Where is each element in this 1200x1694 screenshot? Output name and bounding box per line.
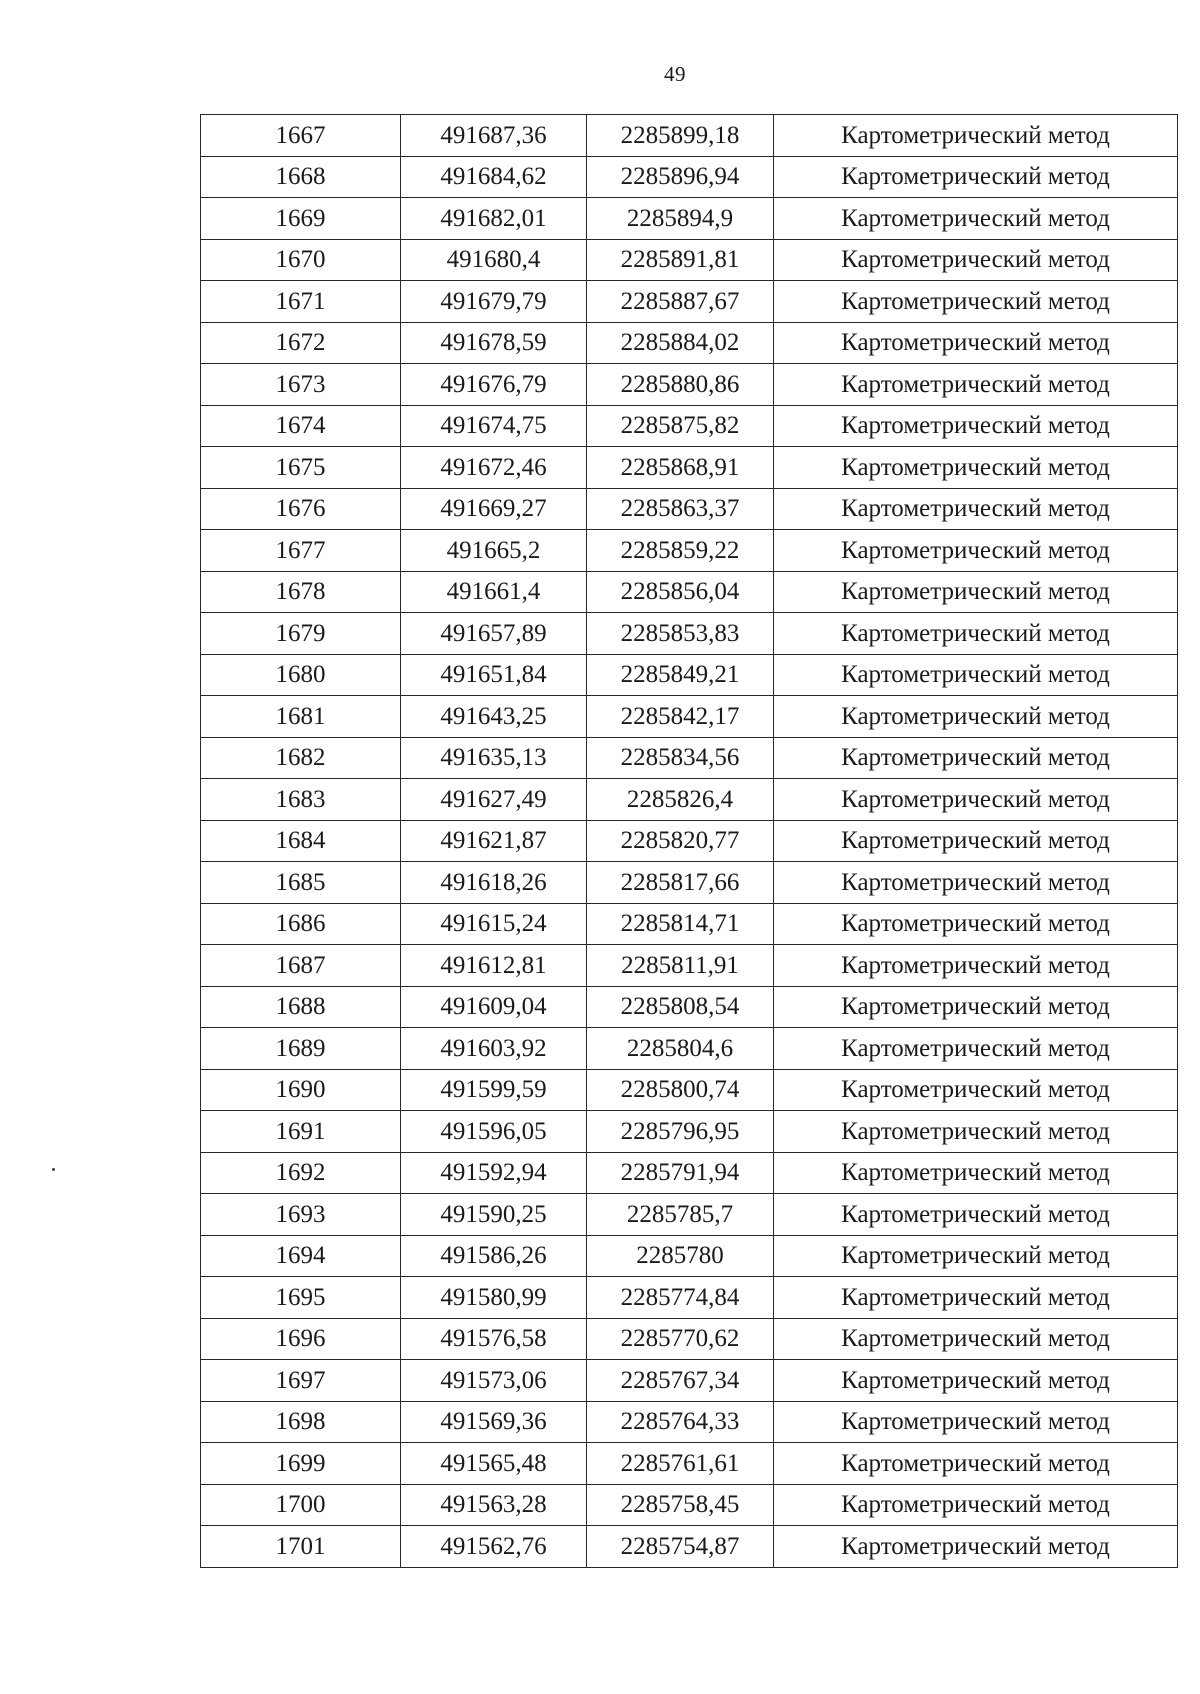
scan-speck: [52, 1168, 55, 1171]
x-coordinate-cell: 491596,05: [401, 1111, 587, 1153]
point-number-cell: 1699: [201, 1443, 401, 1485]
method-cell: Картометрический метод: [774, 281, 1178, 323]
y-coordinate-cell: 2285849,21: [587, 654, 774, 696]
table-row: [201, 156, 1178, 198]
point-number-cell: 1674: [201, 405, 401, 447]
table-row: [201, 281, 1178, 323]
method-cell: Картометрический метод: [774, 1194, 1178, 1236]
x-coordinate-cell: 491586,26: [401, 1235, 587, 1277]
table-row: [201, 1069, 1178, 1111]
point-number-cell: 1696: [201, 1318, 401, 1360]
method-cell: Картометрический метод: [774, 530, 1178, 572]
x-coordinate-cell: 491635,13: [401, 737, 587, 779]
table-row: [201, 1277, 1178, 1319]
point-number-cell: 1691: [201, 1111, 401, 1153]
method-cell: Картометрический метод: [774, 571, 1178, 613]
y-coordinate-cell: 2285770,62: [587, 1318, 774, 1360]
y-coordinate-cell: 2285896,94: [587, 156, 774, 198]
y-coordinate-cell: 2285859,22: [587, 530, 774, 572]
x-coordinate-cell: 491562,76: [401, 1526, 587, 1568]
method-cell: Картометрический метод: [774, 1318, 1178, 1360]
method-cell: Картометрический метод: [774, 1526, 1178, 1568]
y-coordinate-cell: 2285780: [587, 1235, 774, 1277]
page-number: 49: [664, 62, 686, 86]
y-coordinate-cell: 2285817,66: [587, 862, 774, 904]
y-coordinate-cell: 2285785,7: [587, 1194, 774, 1236]
point-number-cell: 1695: [201, 1277, 401, 1319]
y-coordinate-cell: 2285758,45: [587, 1484, 774, 1526]
x-coordinate-cell: 491603,92: [401, 1028, 587, 1070]
y-coordinate-cell: 2285814,71: [587, 903, 774, 945]
point-number-cell: 1697: [201, 1360, 401, 1402]
table-row: [201, 1401, 1178, 1443]
method-cell: Картометрический метод: [774, 779, 1178, 821]
y-coordinate-cell: 2285887,67: [587, 281, 774, 323]
x-coordinate-cell: 491615,24: [401, 903, 587, 945]
method-cell: Картометрический метод: [774, 820, 1178, 862]
point-number-cell: 1667: [201, 115, 401, 157]
point-number-cell: 1681: [201, 696, 401, 738]
y-coordinate-cell: 2285800,74: [587, 1069, 774, 1111]
x-coordinate-cell: 491676,79: [401, 364, 587, 406]
method-cell: Картометрический метод: [774, 1069, 1178, 1111]
point-number-cell: 1684: [201, 820, 401, 862]
method-cell: Картометрический метод: [774, 405, 1178, 447]
coordinates-table: [200, 114, 1178, 1568]
point-number-cell: 1683: [201, 779, 401, 821]
method-cell: Картометрический метод: [774, 986, 1178, 1028]
table-row: [201, 903, 1178, 945]
method-cell: Картометрический метод: [774, 156, 1178, 198]
coordinates-table-body: [201, 115, 1178, 1568]
y-coordinate-cell: 2285754,87: [587, 1526, 774, 1568]
x-coordinate-cell: 491674,75: [401, 405, 587, 447]
x-coordinate-cell: 491580,99: [401, 1277, 587, 1319]
table-row: [201, 198, 1178, 240]
method-cell: Картометрический метод: [774, 1484, 1178, 1526]
x-coordinate-cell: 491592,94: [401, 1152, 587, 1194]
method-cell: Картометрический метод: [774, 239, 1178, 281]
method-cell: Картометрический метод: [774, 945, 1178, 987]
y-coordinate-cell: 2285764,33: [587, 1401, 774, 1443]
table-row: [201, 1194, 1178, 1236]
x-coordinate-cell: 491576,58: [401, 1318, 587, 1360]
x-coordinate-cell: 491627,49: [401, 779, 587, 821]
table-row: [201, 322, 1178, 364]
x-coordinate-cell: 491678,59: [401, 322, 587, 364]
point-number-cell: 1693: [201, 1194, 401, 1236]
method-cell: Картометрический метод: [774, 737, 1178, 779]
method-cell: Картометрический метод: [774, 1277, 1178, 1319]
y-coordinate-cell: 2285853,83: [587, 613, 774, 655]
x-coordinate-cell: 491618,26: [401, 862, 587, 904]
table-row: [201, 239, 1178, 281]
table-row: [201, 405, 1178, 447]
point-number-cell: 1690: [201, 1069, 401, 1111]
table-row: [201, 447, 1178, 489]
y-coordinate-cell: 2285791,94: [587, 1152, 774, 1194]
table-row: [201, 488, 1178, 530]
y-coordinate-cell: 2285894,9: [587, 198, 774, 240]
table-row: [201, 1152, 1178, 1194]
method-cell: Картометрический метод: [774, 1028, 1178, 1070]
point-number-cell: 1673: [201, 364, 401, 406]
table-row: [201, 571, 1178, 613]
y-coordinate-cell: 2285820,77: [587, 820, 774, 862]
point-number-cell: 1692: [201, 1152, 401, 1194]
x-coordinate-cell: 491599,59: [401, 1069, 587, 1111]
point-number-cell: 1676: [201, 488, 401, 530]
table-row: [201, 945, 1178, 987]
point-number-cell: 1671: [201, 281, 401, 323]
x-coordinate-cell: 491569,36: [401, 1401, 587, 1443]
point-number-cell: 1700: [201, 1484, 401, 1526]
point-number-cell: 1686: [201, 903, 401, 945]
x-coordinate-cell: 491679,79: [401, 281, 587, 323]
x-coordinate-cell: 491609,04: [401, 986, 587, 1028]
y-coordinate-cell: 2285842,17: [587, 696, 774, 738]
x-coordinate-cell: 491682,01: [401, 198, 587, 240]
method-cell: Картометрический метод: [774, 1235, 1178, 1277]
point-number-cell: 1670: [201, 239, 401, 281]
table-row: [201, 654, 1178, 696]
method-cell: Картометрический метод: [774, 1152, 1178, 1194]
method-cell: Картометрический метод: [774, 1360, 1178, 1402]
table-row: [201, 364, 1178, 406]
x-coordinate-cell: 491684,62: [401, 156, 587, 198]
point-number-cell: 1688: [201, 986, 401, 1028]
point-number-cell: 1672: [201, 322, 401, 364]
point-number-cell: 1689: [201, 1028, 401, 1070]
y-coordinate-cell: 2285891,81: [587, 239, 774, 281]
method-cell: Картометрический метод: [774, 364, 1178, 406]
table-row: [201, 530, 1178, 572]
method-cell: Картометрический метод: [774, 862, 1178, 904]
table-row: [201, 1318, 1178, 1360]
method-cell: Картометрический метод: [774, 488, 1178, 530]
y-coordinate-cell: 2285856,04: [587, 571, 774, 613]
point-number-cell: 1682: [201, 737, 401, 779]
point-number-cell: 1679: [201, 613, 401, 655]
y-coordinate-cell: 2285880,86: [587, 364, 774, 406]
y-coordinate-cell: 2285826,4: [587, 779, 774, 821]
table-row: [201, 862, 1178, 904]
point-number-cell: 1701: [201, 1526, 401, 1568]
y-coordinate-cell: 2285868,91: [587, 447, 774, 489]
x-coordinate-cell: 491565,48: [401, 1443, 587, 1485]
point-number-cell: 1698: [201, 1401, 401, 1443]
x-coordinate-cell: 491563,28: [401, 1484, 587, 1526]
x-coordinate-cell: 491590,25: [401, 1194, 587, 1236]
method-cell: Картометрический метод: [774, 696, 1178, 738]
x-coordinate-cell: 491665,2: [401, 530, 587, 572]
y-coordinate-cell: 2285884,02: [587, 322, 774, 364]
y-coordinate-cell: 2285796,95: [587, 1111, 774, 1153]
table-row: [201, 613, 1178, 655]
x-coordinate-cell: 491657,89: [401, 613, 587, 655]
point-number-cell: 1680: [201, 654, 401, 696]
table-row: [201, 1484, 1178, 1526]
method-cell: Картометрический метод: [774, 654, 1178, 696]
table-row: [201, 737, 1178, 779]
table-row: [201, 1360, 1178, 1402]
x-coordinate-cell: 491643,25: [401, 696, 587, 738]
method-cell: Картометрический метод: [774, 1401, 1178, 1443]
method-cell: Картометрический метод: [774, 198, 1178, 240]
point-number-cell: 1678: [201, 571, 401, 613]
method-cell: Картометрический метод: [774, 447, 1178, 489]
table-row: [201, 986, 1178, 1028]
table-row: [201, 1111, 1178, 1153]
point-number-cell: 1675: [201, 447, 401, 489]
x-coordinate-cell: 491669,27: [401, 488, 587, 530]
y-coordinate-cell: 2285899,18: [587, 115, 774, 157]
table-row: [201, 779, 1178, 821]
table-row: [201, 1526, 1178, 1568]
y-coordinate-cell: 2285808,54: [587, 986, 774, 1028]
x-coordinate-cell: 491573,06: [401, 1360, 587, 1402]
point-number-cell: 1668: [201, 156, 401, 198]
y-coordinate-cell: 2285834,56: [587, 737, 774, 779]
x-coordinate-cell: 491661,4: [401, 571, 587, 613]
point-number-cell: 1677: [201, 530, 401, 572]
method-cell: Картометрический метод: [774, 115, 1178, 157]
x-coordinate-cell: 491680,4: [401, 239, 587, 281]
y-coordinate-cell: 2285767,34: [587, 1360, 774, 1402]
y-coordinate-cell: 2285863,37: [587, 488, 774, 530]
point-number-cell: 1669: [201, 198, 401, 240]
y-coordinate-cell: 2285875,82: [587, 405, 774, 447]
y-coordinate-cell: 2285761,61: [587, 1443, 774, 1485]
x-coordinate-cell: 491687,36: [401, 115, 587, 157]
method-cell: Картометрический метод: [774, 1111, 1178, 1153]
x-coordinate-cell: 491621,87: [401, 820, 587, 862]
method-cell: Картометрический метод: [774, 903, 1178, 945]
x-coordinate-cell: 491612,81: [401, 945, 587, 987]
y-coordinate-cell: 2285804,6: [587, 1028, 774, 1070]
method-cell: Картометрический метод: [774, 1443, 1178, 1485]
method-cell: Картометрический метод: [774, 322, 1178, 364]
table-row: [201, 115, 1178, 157]
y-coordinate-cell: 2285811,91: [587, 945, 774, 987]
table-row: [201, 1235, 1178, 1277]
point-number-cell: 1694: [201, 1235, 401, 1277]
table-row: [201, 820, 1178, 862]
x-coordinate-cell: 491672,46: [401, 447, 587, 489]
point-number-cell: 1687: [201, 945, 401, 987]
y-coordinate-cell: 2285774,84: [587, 1277, 774, 1319]
point-number-cell: 1685: [201, 862, 401, 904]
table-row: [201, 696, 1178, 738]
method-cell: Картометрический метод: [774, 613, 1178, 655]
table-row: [201, 1443, 1178, 1485]
x-coordinate-cell: 491651,84: [401, 654, 587, 696]
table-row: [201, 1028, 1178, 1070]
